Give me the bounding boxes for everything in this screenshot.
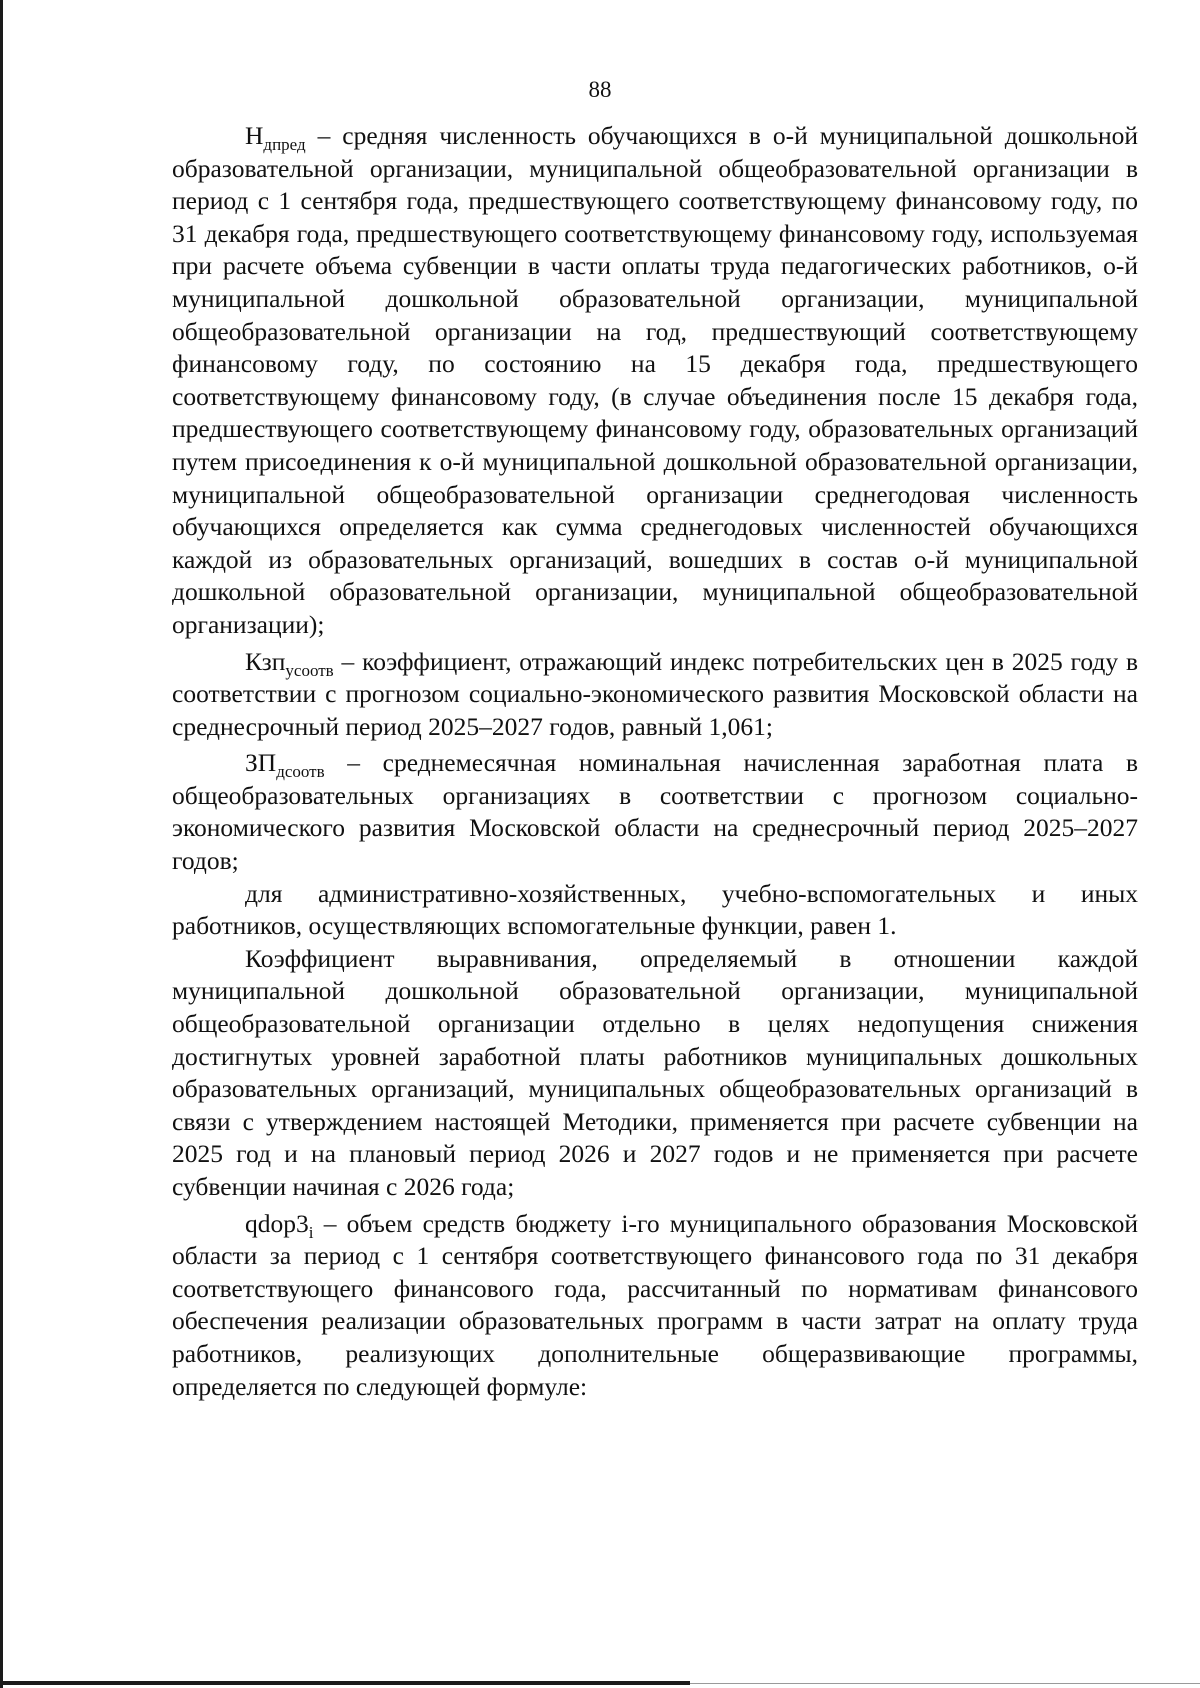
symbol-kzp-usootv: Кзп$_{усоотв}$	[245, 646, 334, 680]
page-number: 88	[588, 77, 612, 102]
symbol-qdop3: $qdop3_i$	[245, 1208, 314, 1242]
paragraph-qdop3: $qdop3_i$ – объем средств бюджету i-го муниципального образования Московской области за период с 1 сентября соответствующего финансового года по 31 декабря соответствующего финансового года, рассчитанный по нормативам финансового обеспечения реализации образовательных программ в части затрат на оплату труда работников, реализующих дополнительные общеразвивающие программы, определяется по следующей формуле:	[172, 1208, 1138, 1401]
paragraph-kzp-usootv: Кзп$_{усоотв}$ – коэффициент, отражающий индекс потребительских цен в 2025 году в соответствии с прогнозом социально-экономического развития Московской области на среднесрочный период 2025–2027 годов, равный 1,061;	[172, 646, 1138, 741]
scan-edge-left	[0, 0, 3, 1688]
paragraph-admin-workers: для административно-хозяйственных, учебно-вспомогательных и иных работников, осуществляющих вспомогательные функции, равен 1.	[172, 878, 1138, 941]
paragraph-n-dpred: $Н_{дпред}$ – средняя численность обучающихся в о-й муниципальной дошкольной образовательной организации, муниципальной общеобразовательной организации в период с 1 сентября года, предшествующего соответствующему финансовому году, по 31 декабря года, предшествующего соответствующему финансовому году, используемая при расчете объема субвенции в части оплаты труда педагогических работников, о-й муниципальной дошкольной образовательной организации, муниципальной общеобразовательной организации на год, предшествующий соответствующему финансовому году, по состоянию на 15 декабря года, предшествующего соответствующему финансовому году, (в случае объединения после 15 декабря года, предшествующего соответствующему финансовому году, образовательных организаций путем присоединения к о-й муниципальной дошкольной образовательной организации, муниципальной общеобразовательной организации среднегодовая численность обучающихся определяется как сумма среднегодовых численностей обучающихся каждой из образовательных организаций, вошедших в состав о-й муниципальной дошкольной образовательной организации, муниципальной общеобразовательной организации);	[172, 121, 1138, 639]
symbol-n-dpred: $Н_{дпред}$	[245, 121, 306, 154]
paragraph-zp-dsootv: $ЗП_{дсоотв}$ – среднемесячная номинальная начисленная заработная плата в общеобразовательных организациях в соответствии с прогнозом социально-экономического развития Московской области на среднесрочный период 2025–2027 годов;	[172, 748, 1138, 876]
document-body	[172, 120, 1138, 1403]
scan-edge-bottom	[0, 1681, 690, 1685]
scan-edge-bottom-faint	[690, 1683, 1200, 1684]
paragraph-equalization-coefficient: Коэффициент выравнивания, определяемый в отношении каждой муниципальной дошкольной образовательной организации, муниципальной общеобразовательной организации отдельно в целях недопущения снижения достигнутых уровней заработной платы работников муниципальных дошкольных образовательных организаций, муниципальных общеобразовательных организаций в связи с утверждением настоящей Методики, применяется при расчете субвенции на 2025 год и на плановый период 2026 и 2027 годов и не применяется при расчете субвенции начиная с 2026 года;	[172, 943, 1138, 1201]
symbol-zp-dsootv: $ЗП_{дсоотв}$	[245, 748, 325, 782]
